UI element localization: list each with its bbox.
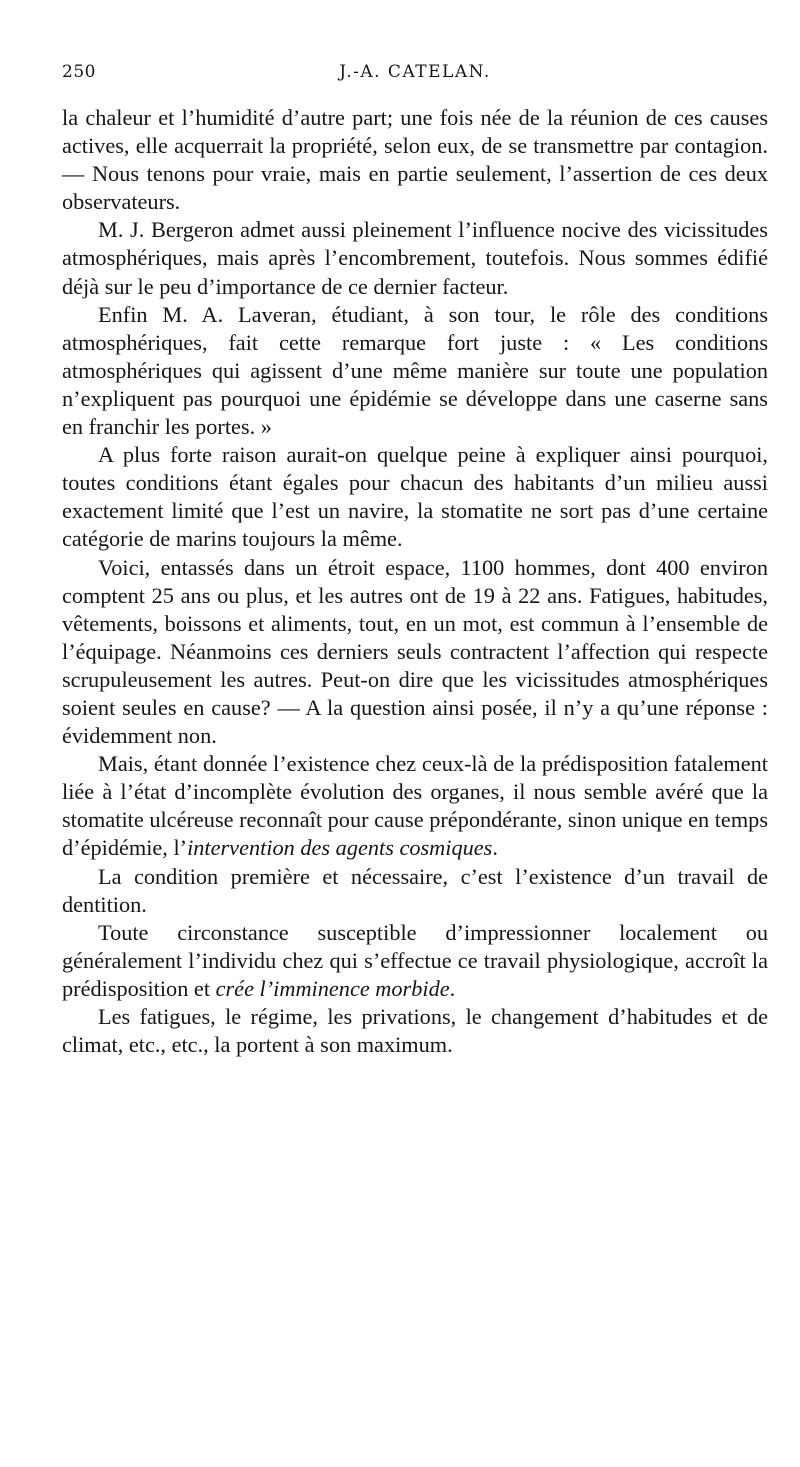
- paragraph-text: Voici, entassés dans un étroit espace, 1100 hommes, dont 400 environ comptent 25 ans ou plus, et les autres ont de 19 à 22 ans. Fatigues, habitudes, vêtements, boissons et aliments, tout, en un mot, est commun à l’ensemble de l’équipage. Néanmoins ces derniers seuls contractent l’affection qui respecte scrupuleusement les autres. Peut-on dire que les vicissitudes atmosphériques soient seules en cause? — A la question ainsi posée, il n’y a qu’une réponse : évidemment non.: [62, 554, 768, 749]
- body-text: [62, 104, 768, 1059]
- paragraph-1: [62, 104, 768, 216]
- paragraph-5: [62, 554, 768, 751]
- paragraph-text: M. J. Bergeron admet aussi pleinement l’influence nocive des vicissitudes atmosphériques, mais après l’encombrement, toutefois. Nous sommes édifié déjà sur le peu d’importance de ce dernier facteur.: [62, 217, 768, 299]
- paragraph-4: [62, 441, 768, 553]
- paragraph-text: la chaleur et l’humidité d’autre part; une fois née de la réunion de ces causes actives, elle acquerrait la propriété, selon eux, de se transmettre par contagion. — Nous tenons pour vraie, mais en partie seulement, l’assertion de ces deux observateurs.: [62, 105, 768, 215]
- paragraph-tail: .: [492, 835, 498, 861]
- page-number: 250: [62, 62, 96, 82]
- paragraph-8: [62, 919, 768, 1003]
- running-title: J.-A. CATELAN.: [339, 62, 491, 82]
- paragraph-9: [62, 1003, 768, 1059]
- running-head: [62, 62, 768, 88]
- paragraph-3: [62, 301, 768, 441]
- paragraph-7: [62, 863, 768, 919]
- paragraph-text: Mais, étant donnée l’existence chez ceux-là de la prédisposition fatalement liée à l’état d’incomplète évolution des organes, il nous semble avéré que la stomatite ulcéreuse reconnaît pour cause prépondérante, sinon unique en temps d’épidémie, l’: [62, 751, 768, 861]
- paragraph-6: [62, 750, 768, 862]
- paragraph-text: Toute circonstance susceptible d’impressionner localement ou généralement l’individu chez qui s’effectue ce travail physiologique, accroît la prédisposition et: [62, 919, 768, 1001]
- paragraph-text: Enfin M. A. Laveran, étudiant, à son tour, le rôle des conditions atmosphériques, fait cette remarque fort juste : « Les conditions atmosphériques qui agissent d’une même manière sur toute une population n’expliquent pas pourquoi une épidémie se développe dans une caserne sans en franchir les portes. »: [62, 301, 768, 440]
- paragraph-text: Les fatigues, le régime, les privations, le changement d’habitudes et de climat, etc., etc., la portent à son maximum.: [62, 1004, 768, 1058]
- italic-phrase: crée l’imminence morbide: [215, 975, 450, 1001]
- paragraph-text: A plus forte raison aurait-on quelque peine à expliquer ainsi pourquoi, toutes conditions étant égales pour chacun des habitants d’un milieu aussi exactement limité que l’est un navire, la stomatite ne sort pas d’une certaine catégorie de marins toujours la même.: [62, 442, 768, 552]
- paragraph-text: La condition première et nécessaire, c’est l’existence d’un travail de dentition.: [62, 863, 768, 917]
- paragraph-2: [62, 216, 768, 300]
- italic-phrase: intervention des agents cosmiques: [187, 835, 493, 861]
- paragraph-tail: .: [449, 975, 456, 1001]
- book-page: [62, 62, 768, 1059]
